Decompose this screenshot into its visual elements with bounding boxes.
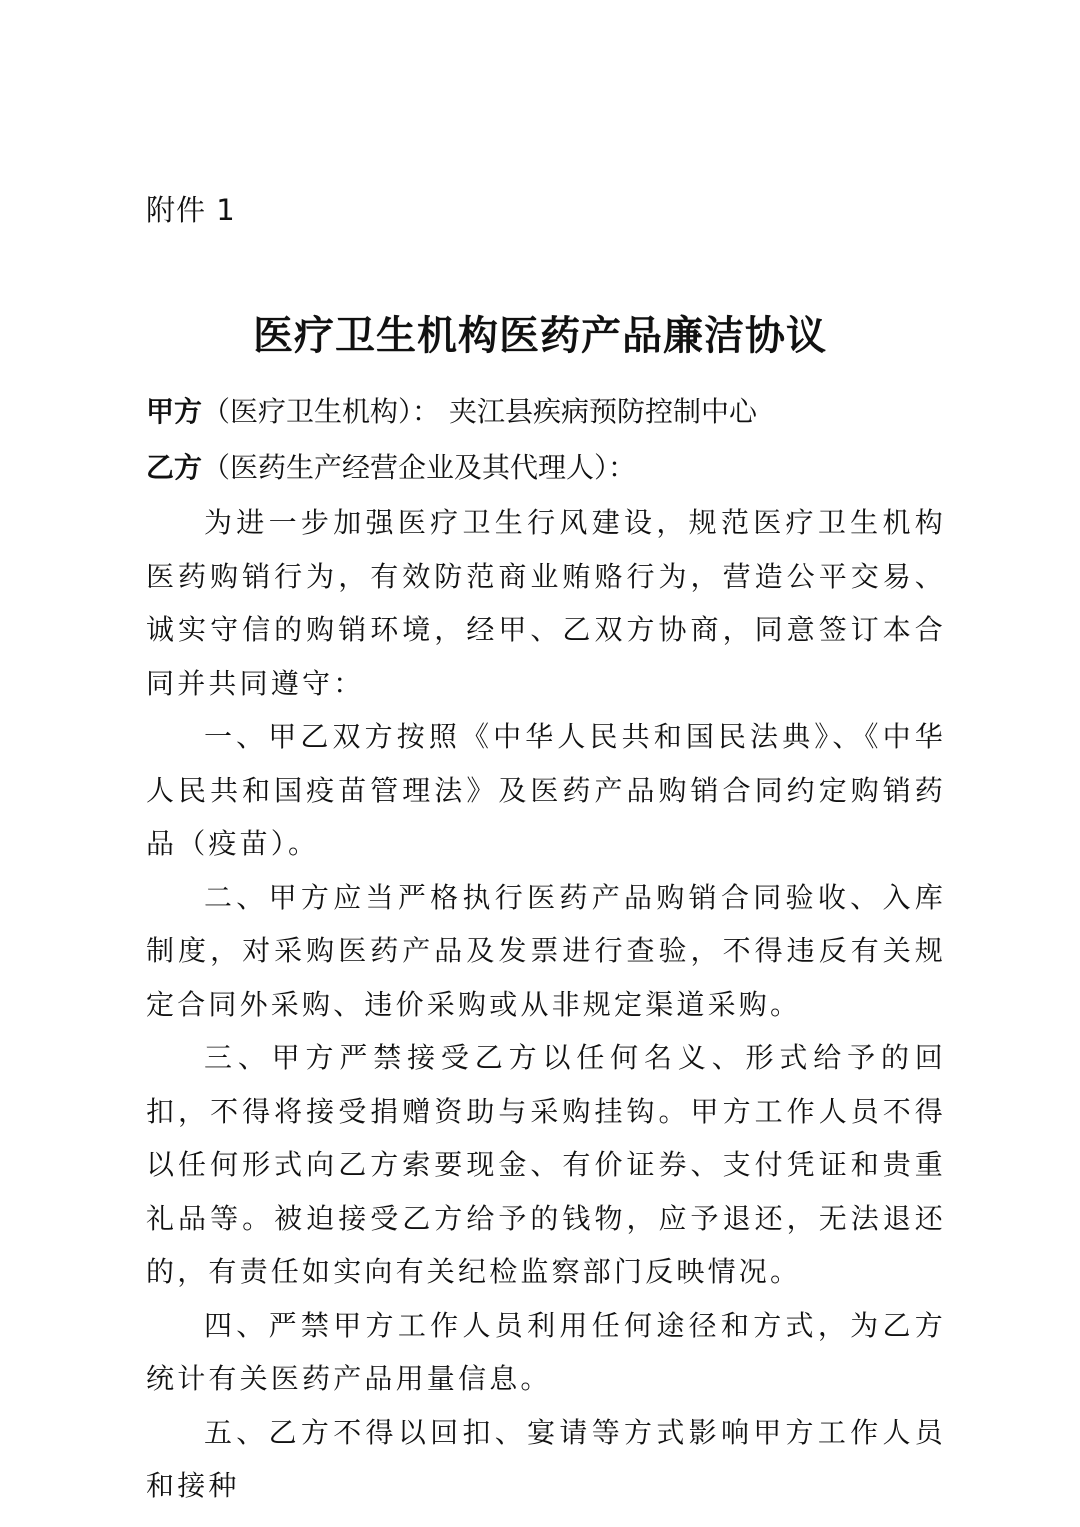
paragraph-clause-4: 四、严禁甲方工作人员利用任何途径和方式，为乙方统计有关医药产品用量信息。: [146, 1308, 946, 1395]
paragraph-clause-2: 二、甲方应当严格执行医药产品购销合同验收、入库制度，对采购医药产品及发票进行查验，不得违反有关规定合同外采购、违价采购或从非规定渠道采购。: [146, 880, 946, 1021]
attachment-label: 附件 1: [146, 193, 236, 227]
party-b-role-note: （医药生产经营企业及其代理人）：: [202, 451, 637, 484]
paragraph-clause-1: 一、甲乙双方按照《中华人民共和国民法典》、《中华人民共和国疫苗管理法》及医药产品购销合同约定购销药品（疫苗）。: [146, 720, 946, 860]
paragraph-preamble: 为进一步加强医疗卫生行风建设，规范医疗卫生机构医药购销行为，有效防范商业贿赂行为，营造公平交易、诚实守信的购销环境，经甲、乙双方协商，同意签订本合同并共同遵守：: [146, 506, 946, 700]
document-title: 医疗卫生机构医药产品廉洁协议: [253, 312, 827, 359]
party-b-line: [146, 448, 636, 488]
paragraph-clause-5: 五、乙方不得以回扣、宴请等方式影响甲方工作人员和接种: [146, 1415, 946, 1502]
paragraph-clause-3: 三、甲方严禁接受乙方以任何名义、形式给予的回扣，不得将接受捐赠资助与采购挂钩。甲方工作人员不得以任何形式向乙方索要现金、有价证券、支付凭证和贵重礼品等。被迫接受乙方给予的钱物，应予退还，无法退还的，有责任如实向有关纪检监察部门反映情况。: [146, 1041, 946, 1288]
party-a-line: [146, 392, 757, 432]
agreement-body: [146, 496, 946, 1513]
party-a-name: 夹江县疾病预防控制中心: [448, 395, 757, 428]
party-b-role: 乙方: [146, 451, 203, 484]
party-a-role-note: （医疗卫生机构）：: [202, 395, 441, 428]
party-a-role: 甲方: [146, 395, 203, 428]
